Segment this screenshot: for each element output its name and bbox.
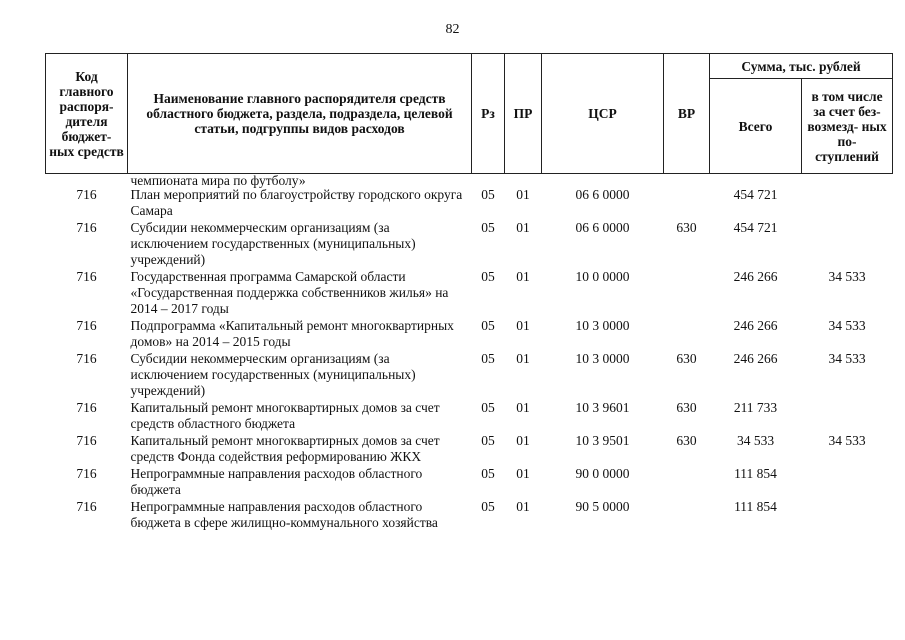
cell-free: 34 533: [828, 351, 866, 366]
cell-name: Государственная программа Самарской области «Государственная поддержка собственников жилья» на 2014 – 2017 годы: [130, 269, 449, 316]
table-row: [46, 466, 893, 499]
cell-rz: 05: [481, 269, 495, 284]
table-body: [46, 174, 893, 533]
cell-code: 716: [76, 187, 97, 202]
table-row: [46, 433, 893, 466]
table-row: [46, 220, 893, 269]
cell-name: Капитальный ремонт многоквартирных домов за счет средств Фонда содействия реформированию ЖКХ: [130, 433, 440, 464]
header-name: Наименование главного распорядителя средств областного бюджета, раздела, подраздела, целевой статьи, подгруппы видов расходов: [128, 54, 472, 174]
cell-code: 716: [76, 400, 97, 415]
cell-free: [802, 499, 893, 532]
cell-csr: 90 5 0000: [575, 499, 630, 514]
cell-vr: 630: [676, 351, 697, 366]
cell-code: 716: [76, 318, 97, 333]
cell-vr: [664, 269, 710, 318]
cell-csr: 10 3 9601: [575, 400, 630, 415]
cell-pr: 01: [516, 499, 530, 514]
cell-pr: 01: [516, 187, 530, 202]
cell-csr: 06 6 0000: [575, 220, 630, 235]
cell-pr: 01: [516, 269, 530, 284]
cell-rz: 05: [481, 187, 495, 202]
cell-vr: 630: [676, 400, 697, 415]
cell-free: 34 533: [828, 269, 866, 284]
header-sum: Сумма, тыс. рублей: [710, 54, 893, 79]
cell-free: 34 533: [828, 433, 866, 448]
cell-name: Капитальный ремонт многоквартирных домов за счет средств областного бюджета: [130, 400, 440, 431]
cell-rz: 05: [481, 433, 495, 448]
table-row: [46, 269, 893, 318]
cell-total: 454 721: [733, 187, 778, 202]
cell-csr: 10 3 0000: [575, 318, 630, 333]
cell-rz: 05: [481, 220, 495, 235]
header-pr: ПР: [505, 54, 542, 174]
cell-total: 111 854: [734, 466, 777, 481]
header-csr: ЦСР: [542, 54, 664, 174]
cell-vr: 630: [676, 220, 697, 235]
cell-vr: [664, 318, 710, 351]
cell-total: 34 533: [736, 433, 775, 448]
cell-pr: 01: [516, 400, 530, 415]
cell-code: 716: [76, 220, 97, 235]
cell-code: 716: [76, 433, 97, 448]
table-row: [46, 499, 893, 532]
cell-code: 716: [76, 351, 97, 366]
cell-pr: 01: [516, 318, 530, 333]
cell-name: Подпрограмма «Капитальный ремонт многоквартирных домов» на 2014 – 2015 годы: [130, 318, 454, 349]
header-rz: Рз: [472, 54, 505, 174]
cell-name: Субсидии некоммерческим организациям (за исключением государственных (муниципальных) учреждений): [130, 220, 416, 267]
cell-csr: 10 3 9501: [575, 433, 630, 448]
cell-free: 34 533: [828, 318, 866, 333]
cell-name: Непрограммные направления расходов областного бюджета: [130, 466, 423, 497]
cell-csr: 06 6 0000: [575, 187, 630, 202]
continuation-row: [46, 174, 893, 188]
table-row: [46, 400, 893, 433]
cell-pr: 01: [516, 433, 530, 448]
cell-csr: 90 0 0000: [575, 466, 630, 481]
page-number: 82: [445, 22, 460, 37]
cell-rz: 05: [481, 499, 495, 514]
table-row: [46, 318, 893, 351]
cell-total: 454 721: [733, 220, 778, 235]
cell-rz: 05: [481, 351, 495, 366]
cell-rz: 05: [481, 400, 495, 415]
table-row: [46, 187, 893, 220]
cell-free: [802, 400, 893, 433]
cell-total: 211 733: [733, 400, 778, 415]
cell-name: Субсидии некоммерческим организациям (за исключением государственных (муниципальных) учреждений): [130, 351, 416, 398]
cell-total: 111 854: [734, 499, 777, 514]
header-total: Всего: [710, 79, 802, 174]
cell-free: [802, 187, 893, 220]
cell-rz: 05: [481, 466, 495, 481]
cell-pr: 01: [516, 351, 530, 366]
table-row: [46, 351, 893, 400]
cell-rz: 05: [481, 318, 495, 333]
cell-vr: [664, 187, 710, 220]
cell-name: План мероприятий по благоустройству городского округа Самара: [130, 187, 463, 218]
cell-csr: 10 3 0000: [575, 351, 630, 366]
cell-vr: [664, 499, 710, 532]
header-free: в том числе за счет без- возмезд- ных по- ступлений: [802, 79, 893, 174]
budget-table: [45, 53, 893, 532]
cell-code: 716: [76, 269, 97, 284]
cell-code: 716: [76, 466, 97, 481]
cell-total: 246 266: [733, 318, 778, 333]
continuation-text: чемпионата мира по футболу»: [130, 173, 306, 188]
cell-pr: 01: [516, 220, 530, 235]
header-code: Код главного распоря- дителя бюджет- ных средств: [46, 54, 128, 174]
cell-free: [802, 220, 893, 269]
cell-name: Непрограммные направления расходов областного бюджета в сфере жилищно-коммунального хозяйства: [130, 499, 438, 530]
cell-code: 716: [76, 499, 97, 514]
cell-vr: [664, 466, 710, 499]
cell-pr: 01: [516, 466, 530, 481]
cell-total: 246 266: [733, 351, 778, 366]
cell-csr: 10 0 0000: [575, 269, 630, 284]
table-header: [46, 54, 893, 174]
header-vr: ВР: [664, 54, 710, 174]
cell-vr: 630: [676, 433, 697, 448]
cell-free: [802, 466, 893, 499]
cell-total: 246 266: [733, 269, 778, 284]
